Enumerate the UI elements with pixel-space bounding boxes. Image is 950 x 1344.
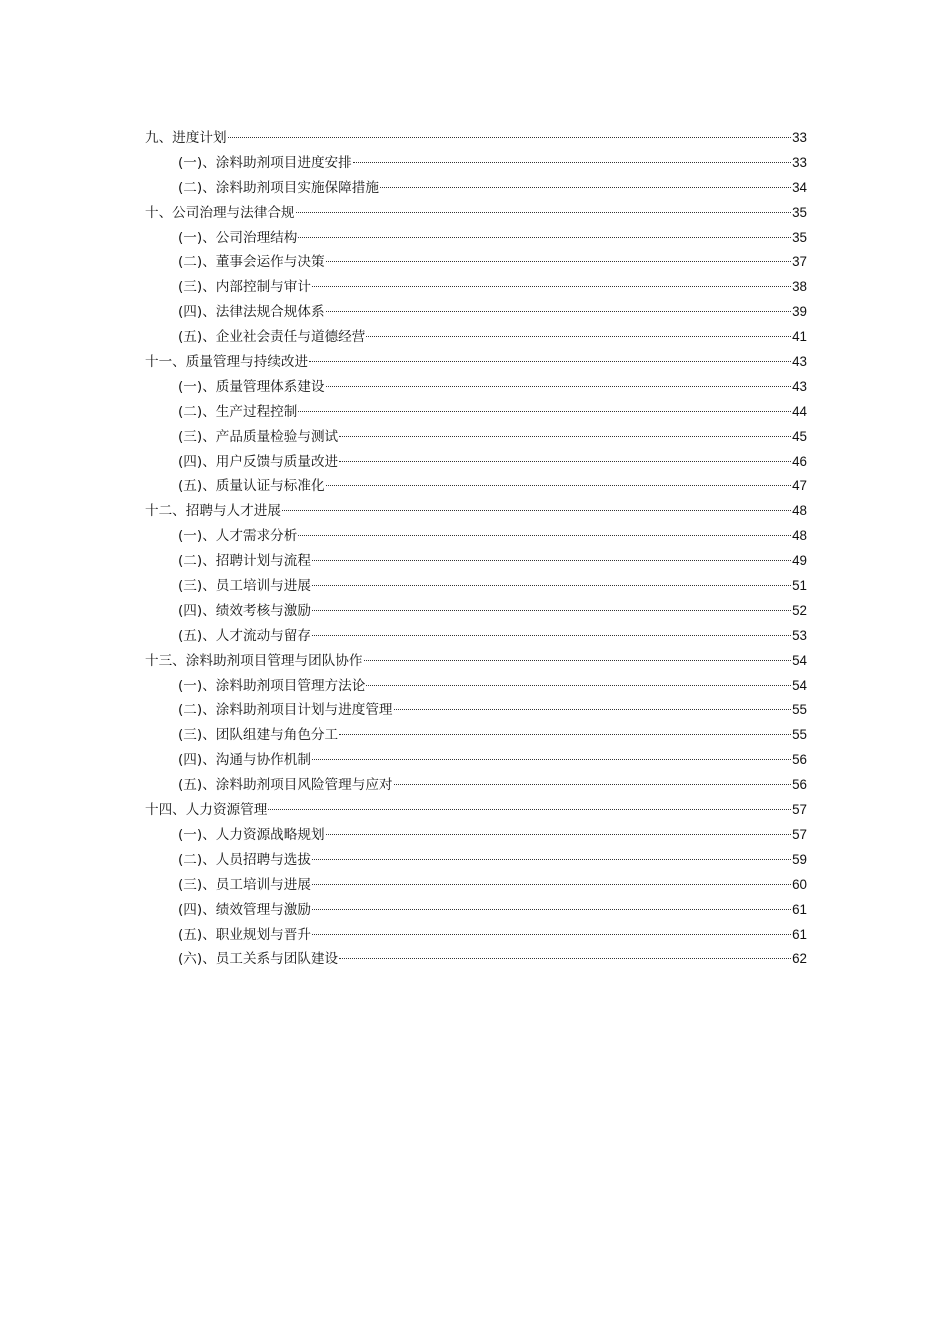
toc-entry-title: (五)、质量认证与标准化 bbox=[178, 478, 325, 495]
toc-entry-title: 九、进度计划 bbox=[145, 130, 227, 146]
toc-dot-leader bbox=[268, 809, 791, 810]
toc-dot-leader bbox=[312, 759, 791, 760]
toc-section-entry[interactable] bbox=[145, 898, 807, 923]
toc-page-number: 56 bbox=[792, 752, 807, 768]
toc-dot-leader bbox=[312, 934, 791, 935]
toc-section-entry[interactable] bbox=[145, 873, 807, 898]
toc-section-entry[interactable] bbox=[145, 325, 807, 350]
toc-section-entry[interactable] bbox=[145, 723, 807, 748]
toc-page-number: 59 bbox=[792, 851, 807, 867]
toc-dot-leader bbox=[394, 709, 792, 710]
toc-entry-title: (五)、职业规划与晋升 bbox=[178, 926, 311, 943]
toc-section-entry[interactable] bbox=[145, 574, 807, 599]
toc-entry-title: (四)、绩效管理与激励 bbox=[178, 901, 311, 918]
toc-entry-title: (二)、人员招聘与选拔 bbox=[178, 851, 311, 868]
toc-entry-title: 十四、人力资源管理 bbox=[145, 802, 268, 819]
toc-entry-title: (三)、团队组建与角色分工 bbox=[178, 727, 339, 744]
toc-dot-leader bbox=[326, 386, 792, 387]
toc-page-number: 47 bbox=[792, 478, 807, 494]
toc-section-entry[interactable] bbox=[145, 400, 807, 425]
toc-section-entry[interactable] bbox=[145, 674, 807, 699]
toc-section-entry[interactable] bbox=[145, 425, 807, 450]
toc-dot-leader bbox=[366, 336, 791, 337]
toc-page-number: 34 bbox=[792, 179, 807, 195]
toc-entry-title: (三)、产品质量检验与测试 bbox=[178, 428, 339, 445]
toc-entry-title: (一)、公司治理结构 bbox=[178, 229, 298, 246]
toc-page-number: 53 bbox=[792, 627, 807, 643]
toc-entry-title: (二)、董事会运作与决策 bbox=[178, 254, 325, 271]
toc-dot-leader bbox=[326, 485, 792, 486]
table-of-contents bbox=[145, 126, 807, 972]
toc-page-number: 55 bbox=[792, 727, 807, 743]
toc-dot-leader bbox=[380, 187, 791, 188]
toc-entry-title: (四)、用户反馈与质量改进 bbox=[178, 453, 339, 470]
toc-dot-leader bbox=[326, 834, 792, 835]
toc-section-entry[interactable] bbox=[145, 698, 807, 723]
toc-entry-title: 十二、招聘与人才进展 bbox=[145, 503, 281, 520]
toc-entry-title: (六)、员工关系与团队建设 bbox=[178, 951, 339, 968]
toc-entry-title: (一)、人才需求分析 bbox=[178, 528, 298, 545]
toc-section-entry[interactable] bbox=[145, 450, 807, 475]
toc-dot-leader bbox=[228, 137, 792, 138]
toc-entry-title: (四)、沟通与协作机制 bbox=[178, 752, 311, 769]
toc-dot-leader bbox=[298, 535, 791, 536]
toc-entry-title: (二)、生产过程控制 bbox=[178, 403, 298, 420]
toc-section-entry[interactable] bbox=[145, 748, 807, 773]
toc-section-entry[interactable] bbox=[145, 275, 807, 300]
toc-chapter-entry[interactable] bbox=[145, 649, 807, 674]
toc-chapter-entry[interactable] bbox=[145, 798, 807, 823]
toc-entry-title: (五)、人才流动与留存 bbox=[178, 627, 311, 644]
toc-page-number: 48 bbox=[792, 528, 807, 544]
toc-entry-title: (三)、员工培训与进展 bbox=[178, 578, 311, 595]
toc-entry-title: (三)、员工培训与进展 bbox=[178, 876, 311, 893]
toc-dot-leader bbox=[353, 162, 791, 163]
toc-page-number: 55 bbox=[792, 702, 807, 718]
toc-dot-leader bbox=[312, 286, 791, 287]
toc-section-entry[interactable] bbox=[145, 947, 807, 972]
toc-entry-title: (四)、法律法规合规体系 bbox=[178, 304, 325, 321]
toc-entry-title: (一)、涂料助剂项目进度安排 bbox=[178, 154, 352, 171]
toc-dot-leader bbox=[298, 411, 791, 412]
toc-entry-title: (二)、涂料助剂项目实施保障措施 bbox=[178, 179, 379, 196]
toc-section-entry[interactable] bbox=[145, 823, 807, 848]
toc-section-entry[interactable] bbox=[145, 300, 807, 325]
toc-page-number: 54 bbox=[792, 677, 807, 693]
toc-entry-title: 十、公司治理与法律合规 bbox=[145, 204, 295, 221]
toc-section-entry[interactable] bbox=[145, 524, 807, 549]
toc-page-number: 35 bbox=[792, 229, 807, 245]
toc-entry-title: (五)、企业社会责任与道德经营 bbox=[178, 329, 366, 346]
toc-section-entry[interactable] bbox=[145, 923, 807, 948]
toc-entry-title: (二)、招聘计划与流程 bbox=[178, 553, 311, 570]
toc-dot-leader bbox=[312, 585, 791, 586]
toc-page-number: 38 bbox=[792, 279, 807, 295]
toc-dot-leader bbox=[364, 660, 792, 661]
toc-dot-leader bbox=[339, 958, 791, 959]
toc-entry-title: (一)、涂料助剂项目管理方法论 bbox=[178, 677, 366, 694]
toc-entry-title: 十一、质量管理与持续改进 bbox=[145, 354, 309, 371]
toc-entry-title: (一)、质量管理体系建设 bbox=[178, 378, 325, 395]
toc-dot-leader bbox=[312, 560, 791, 561]
toc-dot-leader bbox=[312, 635, 791, 636]
toc-page-number: 49 bbox=[792, 553, 807, 569]
toc-dot-leader bbox=[339, 436, 791, 437]
toc-page-number: 33 bbox=[792, 130, 807, 145]
toc-dot-leader bbox=[394, 784, 792, 785]
toc-page-number: 61 bbox=[792, 901, 807, 917]
toc-dot-leader bbox=[312, 610, 791, 611]
toc-page-number: 56 bbox=[792, 777, 807, 793]
toc-page-number: 57 bbox=[792, 802, 807, 818]
toc-page-number: 52 bbox=[792, 602, 807, 618]
toc-page-number: 35 bbox=[792, 204, 807, 220]
toc-section-entry[interactable] bbox=[145, 226, 807, 251]
toc-dot-leader bbox=[282, 510, 791, 511]
toc-page-number: 43 bbox=[792, 354, 807, 370]
toc-section-entry[interactable] bbox=[145, 549, 807, 574]
toc-page-number: 51 bbox=[792, 578, 807, 594]
toc-entry-title: (四)、绩效考核与激励 bbox=[178, 602, 311, 619]
toc-page-number: 60 bbox=[792, 876, 807, 892]
toc-section-entry[interactable] bbox=[145, 176, 807, 201]
toc-dot-leader bbox=[366, 685, 791, 686]
toc-page-number: 37 bbox=[792, 254, 807, 270]
toc-section-entry[interactable] bbox=[145, 624, 807, 649]
toc-page-number: 39 bbox=[792, 304, 807, 320]
toc-entry-title: (五)、涂料助剂项目风险管理与应对 bbox=[178, 777, 393, 794]
toc-page-number: 61 bbox=[792, 926, 807, 942]
toc-section-entry[interactable] bbox=[145, 773, 807, 798]
toc-page-number: 33 bbox=[792, 154, 807, 170]
toc-page-number: 46 bbox=[792, 453, 807, 469]
toc-section-entry[interactable] bbox=[145, 375, 807, 400]
toc-entry-title: (三)、内部控制与审计 bbox=[178, 279, 311, 296]
toc-dot-leader bbox=[309, 361, 791, 362]
toc-dot-leader bbox=[312, 859, 791, 860]
toc-section-entry[interactable] bbox=[145, 151, 807, 176]
toc-chapter-entry[interactable] bbox=[145, 126, 807, 151]
toc-dot-leader bbox=[298, 237, 791, 238]
toc-page-number: 57 bbox=[792, 826, 807, 842]
toc-dot-leader bbox=[326, 311, 792, 312]
toc-page-number: 41 bbox=[792, 329, 807, 345]
toc-chapter-entry[interactable] bbox=[145, 350, 807, 375]
toc-page-number: 54 bbox=[792, 652, 807, 668]
toc-dot-leader bbox=[312, 884, 791, 885]
toc-page-number: 45 bbox=[792, 428, 807, 444]
toc-section-entry[interactable] bbox=[145, 848, 807, 873]
toc-entry-title: (二)、涂料助剂项目计划与进度管理 bbox=[178, 702, 393, 719]
toc-page-number: 62 bbox=[792, 951, 807, 967]
toc-entry-title: (一)、人力资源战略规划 bbox=[178, 826, 325, 843]
toc-page-number: 44 bbox=[792, 403, 807, 419]
toc-dot-leader bbox=[339, 461, 791, 462]
toc-dot-leader bbox=[326, 261, 792, 262]
toc-page-number: 43 bbox=[792, 378, 807, 394]
toc-section-entry[interactable] bbox=[145, 474, 807, 499]
toc-dot-leader bbox=[339, 734, 791, 735]
toc-entry-title: 十三、涂料助剂项目管理与团队协作 bbox=[145, 652, 363, 669]
toc-section-entry[interactable] bbox=[145, 250, 807, 275]
toc-dot-leader bbox=[312, 909, 791, 910]
toc-section-entry[interactable] bbox=[145, 599, 807, 624]
toc-page-number: 48 bbox=[792, 503, 807, 519]
toc-chapter-entry[interactable] bbox=[145, 499, 807, 524]
toc-dot-leader bbox=[296, 212, 792, 213]
toc-chapter-entry[interactable] bbox=[145, 201, 807, 226]
